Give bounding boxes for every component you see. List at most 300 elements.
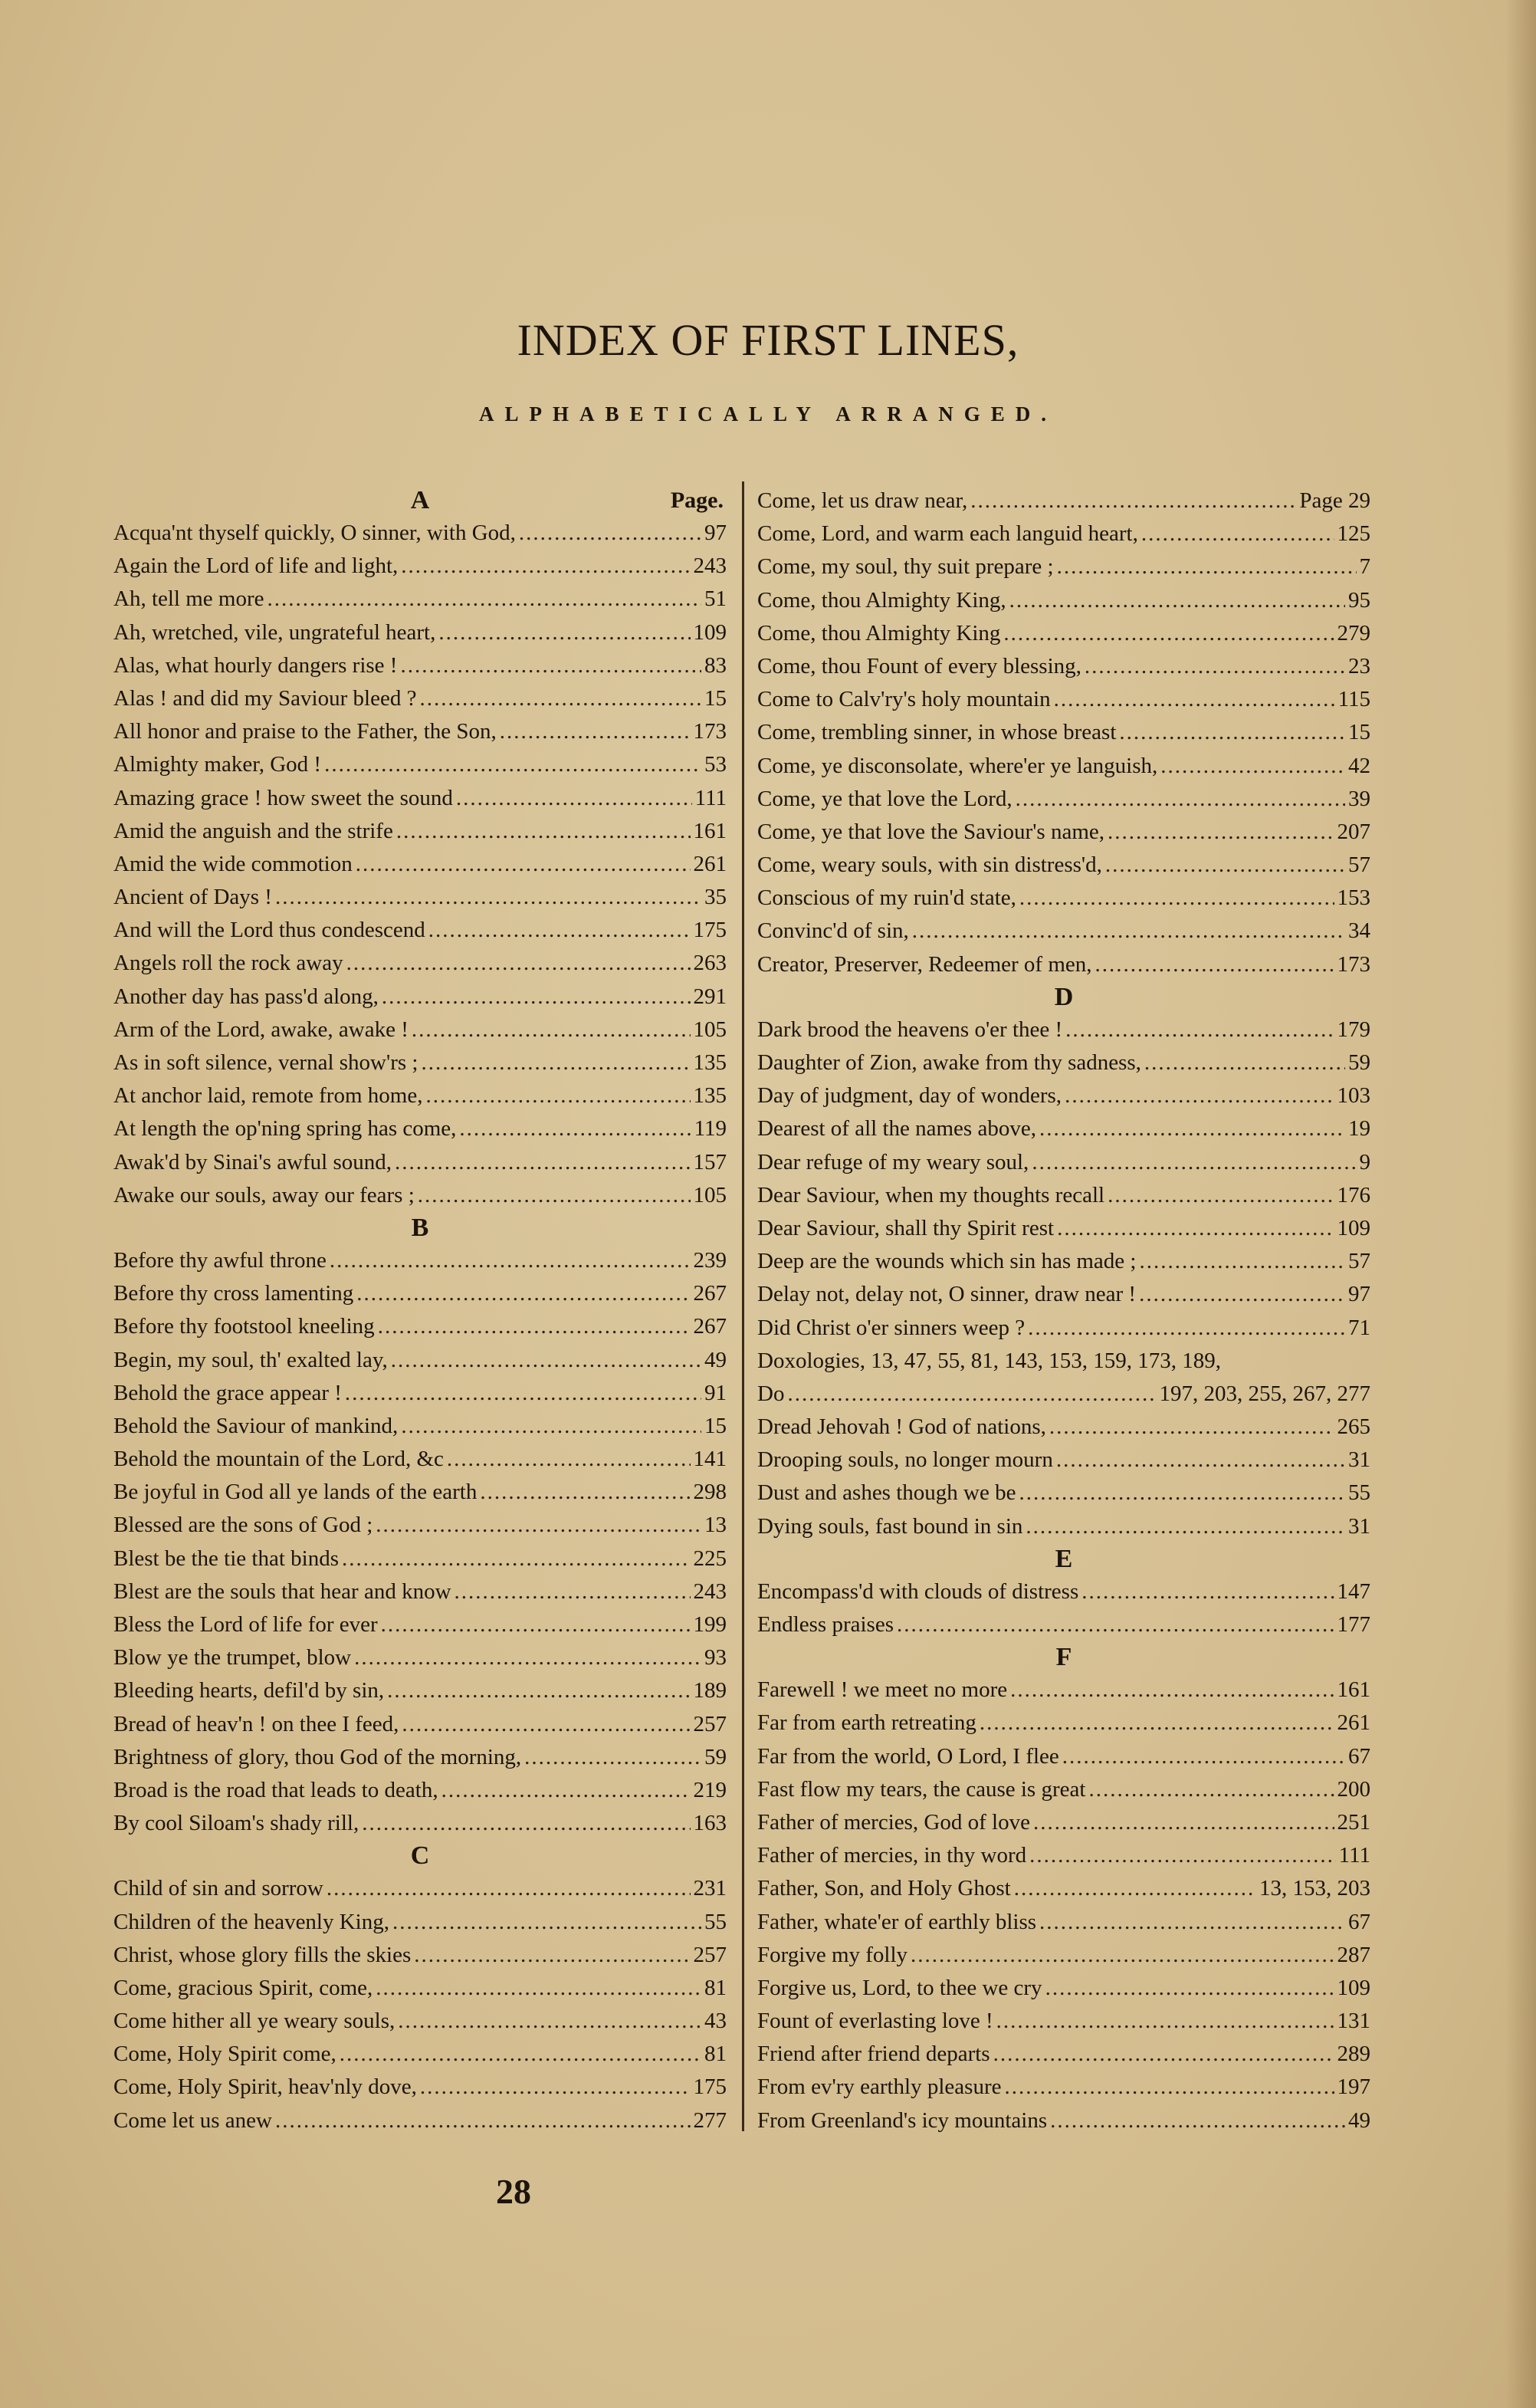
index-entry (757, 1112, 1370, 1145)
entry-page-number: 175 (693, 918, 727, 943)
entry-page-number: 13, 153, 203 (1259, 1876, 1370, 1901)
dot-leader (970, 485, 1296, 517)
index-entry (757, 584, 1370, 617)
index-entry (757, 1179, 1370, 1212)
entry-page-number: 103 (1337, 1083, 1370, 1109)
entry-first-line: Come, thou Fount of every blessing, (757, 653, 1081, 678)
entry-page-number: 43 (704, 2009, 727, 2034)
entry-first-line: Come, thou Almighty King, (757, 587, 1006, 613)
index-entry (113, 1509, 727, 1542)
entry-page-number: 81 (704, 2042, 727, 2067)
dot-leader (1019, 882, 1334, 915)
entry-first-line: Forgive my folly (757, 1942, 908, 1967)
entry-first-line: Father of mercies, God of love (757, 1809, 1030, 1835)
index-entry (757, 2005, 1370, 2038)
entry-page-number: 39 (1348, 786, 1370, 811)
entry-page-number: 141 (693, 1447, 727, 1472)
dot-leader (428, 914, 691, 947)
entry-first-line: Come, ye that love the Lord, (757, 786, 1013, 811)
dot-leader (376, 1509, 701, 1542)
dot-leader (911, 1939, 1334, 1972)
dot-leader (418, 1179, 691, 1212)
index-entry (757, 485, 1370, 517)
column-divider (742, 481, 744, 2131)
dot-leader (1141, 517, 1334, 550)
index-entry (757, 683, 1370, 716)
entry-page-number: 173 (1337, 951, 1370, 977)
dot-leader (1019, 1477, 1345, 1510)
entry-page-number: 91 (704, 1380, 727, 1405)
entry-first-line: Almighty maker, God ! (113, 752, 322, 777)
index-entry (113, 914, 727, 947)
index-entry (757, 1972, 1370, 2005)
index-entry (757, 1378, 1370, 1411)
dot-leader (1139, 1278, 1345, 1311)
entry-page-number: 13 (704, 1513, 727, 1538)
dot-leader (1088, 1773, 1334, 1806)
section-letter (757, 1641, 1370, 1674)
entry-page-number: 225 (693, 1546, 727, 1571)
entry-page-number: 257 (693, 1942, 727, 1967)
index-entry (757, 617, 1370, 650)
entry-page-number: 15 (704, 1413, 727, 1438)
entry-first-line: Before thy awful throne (113, 1247, 327, 1273)
index-entry (757, 2071, 1370, 2104)
entry-page-number: 173 (693, 719, 727, 744)
index-entry (113, 748, 727, 781)
index-entry (757, 816, 1370, 849)
dot-leader (1028, 1312, 1345, 1345)
index-entry (757, 750, 1370, 783)
entry-first-line: Day of judgment, day of wonders, (757, 1083, 1062, 1109)
entry-page-number: 97 (704, 521, 727, 545)
dot-leader (1108, 816, 1334, 849)
entry-page-number: 157 (693, 1149, 727, 1174)
index-entry (757, 1806, 1370, 1839)
index-entry (113, 649, 727, 682)
entry-page-number: 199 (693, 1612, 727, 1637)
dot-leader (425, 1079, 690, 1112)
entry-page-number: 57 (1348, 852, 1370, 878)
entry-page-number: 57 (1348, 1249, 1370, 1274)
dot-leader (1139, 1245, 1345, 1278)
index-entry (113, 2005, 727, 2038)
index-entry (113, 1244, 727, 1277)
entry-first-line: Delay not, delay not, O sinner, draw near ! (757, 1282, 1137, 1307)
dot-leader (275, 2104, 691, 2137)
dot-leader (438, 616, 690, 649)
index-entry (757, 550, 1370, 583)
dot-leader (419, 682, 701, 715)
section-letter (113, 485, 727, 517)
index-entry (113, 1013, 727, 1046)
index-entry (113, 1443, 727, 1476)
entry-page-number: 197 (1337, 2075, 1370, 2100)
index-entry (113, 782, 727, 815)
entry-first-line: Dear Saviour, when my thoughts recall (757, 1182, 1105, 1207)
dot-leader (897, 1608, 1334, 1641)
dot-leader (392, 1906, 701, 1939)
section-letter-text: C (410, 1841, 430, 1871)
dot-leader (912, 915, 1345, 948)
right-column (757, 485, 1370, 2140)
dot-leader (1039, 1906, 1345, 1939)
entry-first-line: Brightness of glory, thou God of the morning, (113, 1744, 522, 1769)
index-entry (757, 1740, 1370, 1773)
entry-page-number: 239 (693, 1247, 727, 1273)
entry-page-number: 51 (704, 586, 727, 612)
entry-first-line: Come, Holy Spirit come, (113, 2042, 336, 2067)
entry-first-line: Dread Jehovah ! God of nations, (757, 1414, 1046, 1440)
entry-first-line: Endless praises (757, 1612, 894, 1637)
entry-first-line: Forgive us, Lord, to thee we cry (757, 1975, 1042, 2000)
entry-page-number: 109 (1337, 1975, 1370, 2000)
entry-page-number: 109 (693, 619, 727, 645)
dot-leader (378, 1310, 691, 1343)
section-letter (757, 1543, 1370, 1575)
dot-leader (356, 848, 691, 881)
entry-page-number: 81 (704, 1975, 727, 2000)
entry-first-line: Alas ! and did my Saviour bleed ? (113, 685, 417, 711)
entry-first-line: Come, Holy Spirit, heav'nly dove, (113, 2075, 417, 2100)
index-entry (113, 550, 727, 583)
index-entry (757, 1608, 1370, 1641)
dot-leader (400, 649, 701, 682)
entry-page-number: 15 (1348, 720, 1370, 745)
index-entry (757, 1345, 1370, 1378)
entry-first-line: Come, weary souls, with sin distress'd, (757, 852, 1102, 878)
index-entry (113, 1344, 727, 1377)
dot-leader (1056, 1444, 1345, 1477)
entry-page-number: 59 (704, 1744, 727, 1769)
entry-first-line: Child of sin and sorrow (113, 1876, 323, 1901)
entry-first-line: Ah, wretched, vile, ungrateful heart, (113, 619, 436, 645)
entry-page-number: 115 (1337, 687, 1370, 712)
index-entry (757, 1013, 1370, 1046)
entry-first-line: Come, ye disconsolate, where'er ye languish, (757, 753, 1158, 778)
entry-page-number: 277 (693, 2107, 727, 2133)
entry-page-number: 97 (1348, 1282, 1370, 1307)
entry-page-number: 189 (693, 1678, 727, 1703)
entry-first-line: Dust and ashes though we be (757, 1480, 1016, 1506)
entry-first-line: Do (757, 1381, 785, 1406)
entry-page-number: 35 (704, 885, 727, 910)
entry-page-number: 83 (704, 652, 727, 678)
index-entry (113, 881, 727, 914)
entry-page-number: 125 (1337, 521, 1370, 547)
index-entry (113, 1112, 727, 1145)
dot-leader (275, 881, 701, 914)
entry-first-line: Doxologies, 13, 47, 55, 81, 143, 153, 159, 173, 189, (757, 1348, 1221, 1373)
entry-first-line: Friend after friend departs (757, 2042, 990, 2067)
index-entry (757, 915, 1370, 948)
index-entry (757, 1212, 1370, 1245)
dot-leader (324, 748, 701, 781)
entry-first-line: Awak'd by Sinai's awful sound, (113, 1149, 392, 1174)
entry-first-line: Farewell ! we meet no more (757, 1677, 1008, 1703)
index-entry (113, 1277, 727, 1310)
dot-leader (993, 2038, 1334, 2071)
entry-first-line: Dearest of all the names above, (757, 1116, 1036, 1142)
entry-page-number: 15 (704, 685, 727, 711)
dot-leader (1119, 716, 1345, 749)
entry-first-line: Far from earth retreating (757, 1710, 976, 1736)
index-entry (113, 583, 727, 616)
entry-first-line: Arm of the Lord, awake, awake ! (113, 1017, 409, 1042)
dot-leader (1095, 948, 1334, 981)
section-letter-text: B (411, 1213, 429, 1242)
entry-first-line: Daughter of Zion, awake from thy sadness, (757, 1050, 1141, 1075)
entry-first-line: From ev'ry earthly pleasure (757, 2075, 1002, 2100)
entry-page-number: 93 (704, 1645, 727, 1670)
entry-page-number: 7 (1359, 554, 1370, 580)
entry-page-number: 67 (1348, 1909, 1370, 1934)
dot-leader (1032, 1146, 1356, 1179)
dot-leader (354, 1641, 701, 1674)
dot-leader (1026, 1510, 1345, 1543)
section-letter-text: A (410, 486, 430, 514)
entry-page-number: 105 (693, 1182, 727, 1207)
index-entry (113, 1046, 727, 1079)
section-letter (113, 1840, 727, 1872)
entry-first-line: Come, let us draw near, (757, 488, 968, 513)
entry-page-number: 71 (1348, 1315, 1370, 1340)
entry-page-number: Page 29 (1299, 488, 1370, 513)
section-letter (113, 1212, 727, 1244)
entry-page-number: 243 (693, 554, 727, 579)
dot-leader (1009, 584, 1345, 617)
entry-page-number: 55 (1348, 1480, 1370, 1506)
entry-first-line: Acqua'nt thyself quickly, O sinner, with God, (113, 521, 516, 545)
dot-leader (412, 1013, 691, 1046)
entry-first-line: Alas, what hourly dangers rise ! (113, 652, 398, 678)
entry-first-line: Come, Lord, and warm each languid heart, (757, 521, 1138, 547)
dot-leader (980, 1707, 1334, 1739)
entry-page-number: 55 (704, 1909, 727, 1934)
entry-page-number: 243 (693, 1579, 727, 1604)
dot-leader (401, 550, 690, 583)
dot-leader (787, 1378, 1156, 1411)
section-letter-text: E (1055, 1544, 1073, 1573)
index-entry (757, 1674, 1370, 1707)
entry-page-number: 265 (1337, 1414, 1370, 1440)
entry-page-number: 135 (693, 1050, 727, 1075)
dot-leader (396, 815, 691, 848)
dot-leader (420, 2071, 691, 2104)
entry-first-line: Come to Calv'ry's holy mountain (757, 687, 1051, 712)
entry-page-number: 111 (1338, 1843, 1370, 1868)
entry-first-line: Come let us anew (113, 2107, 272, 2133)
index-entry (757, 1510, 1370, 1543)
entry-first-line: Dark brood the heavens o'er thee ! (757, 1017, 1063, 1042)
index-entry (113, 1939, 727, 1972)
index-entry (113, 1774, 727, 1807)
entry-first-line: Behold the grace appear ! (113, 1380, 342, 1405)
entry-page-number: 251 (1337, 1809, 1370, 1835)
index-entry (113, 1079, 727, 1112)
entry-first-line: Encompass'd with clouds of distress (757, 1579, 1079, 1604)
entry-first-line: Amazing grace ! how sweet the sound (113, 785, 453, 810)
dot-leader (1065, 1079, 1334, 1112)
dot-leader (456, 782, 692, 815)
entry-first-line: Convinc'd of sin, (757, 918, 909, 944)
index-entry (757, 1278, 1370, 1311)
index-entry (113, 1410, 727, 1443)
dot-leader (1105, 849, 1345, 882)
index-entry (757, 1839, 1370, 1872)
entry-page-number: 23 (1348, 653, 1370, 678)
entry-first-line: Be joyful in God all ye lands of the earth (113, 1480, 478, 1505)
entry-page-number: 231 (693, 1876, 727, 1901)
entry-first-line: Amid the anguish and the strife (113, 818, 393, 843)
dot-leader (414, 1939, 690, 1972)
index-entry (757, 1575, 1370, 1608)
index-entry (113, 2104, 727, 2137)
index-entry (113, 682, 727, 715)
entry-first-line: Blessed are the sons of God ; (113, 1513, 373, 1538)
index-entry (113, 2038, 727, 2071)
dot-leader (421, 1046, 690, 1079)
index-entry (113, 1476, 727, 1509)
index-entry (113, 1972, 727, 2005)
index-entry (113, 616, 727, 649)
page-edge-shading (1505, 0, 1536, 2408)
page-number: 28 (496, 2172, 531, 2211)
index-entry (757, 882, 1370, 915)
entry-page-number: 31 (1348, 1513, 1370, 1539)
entry-page-number: 267 (693, 1281, 727, 1306)
entry-first-line: Come, trembling sinner, in whose breast (757, 720, 1117, 745)
entry-page-number: 131 (1337, 2009, 1370, 2034)
index-entry (113, 1310, 727, 1343)
entry-first-line: Father of mercies, in thy word (757, 1843, 1027, 1868)
index-entry (757, 1046, 1370, 1079)
index-entry (113, 2071, 727, 2104)
entry-page-number: 263 (693, 951, 727, 976)
entry-first-line: Fast flow my tears, the cause is great (757, 1776, 1086, 1802)
dot-leader (267, 583, 701, 616)
entry-first-line: Come, my soul, thy suit prepare ; (757, 554, 1054, 580)
index-entry (757, 1477, 1370, 1510)
dot-leader (395, 1146, 690, 1179)
entry-page-number: 197, 203, 255, 267, 277 (1159, 1381, 1370, 1406)
index-entry (757, 716, 1370, 749)
entry-page-number: 109 (1337, 1215, 1370, 1240)
entry-first-line: Conscious of my ruin'd state, (757, 885, 1016, 911)
page-subtitle: ALPHABETICALLY ARRANGED. (478, 402, 1058, 425)
section-letter-text: F (1055, 1643, 1072, 1672)
index-entry (113, 947, 727, 980)
index-entry (113, 1575, 727, 1608)
entry-page-number: 9 (1359, 1149, 1370, 1174)
entry-page-number: 105 (693, 1017, 727, 1042)
entry-first-line: Come, ye that love the Saviour's name, (757, 819, 1105, 844)
entry-page-number: 161 (693, 818, 727, 843)
dot-leader (441, 1774, 691, 1807)
entry-first-line: Did Christ o'er sinners weep ? (757, 1315, 1026, 1340)
entry-page-number: 279 (1337, 620, 1370, 646)
entry-page-number: 34 (1348, 918, 1370, 944)
entry-first-line: Christ, whose glory fills the skies (113, 1942, 412, 1967)
index-entry (113, 815, 727, 848)
entry-first-line: Come, gracious Spirit, come, (113, 1975, 373, 2000)
index-entry (757, 2104, 1370, 2137)
entry-first-line: At length the op'ning spring has come, (113, 1116, 457, 1142)
index-entry (113, 1674, 727, 1707)
index-entry (757, 517, 1370, 550)
entry-first-line: Bless the Lord of life for ever (113, 1612, 378, 1637)
index-entry (757, 650, 1370, 683)
entry-first-line: Dear refuge of my weary soul, (757, 1149, 1029, 1174)
dot-leader (1081, 1575, 1334, 1608)
entry-first-line: Come, thou Almighty King (757, 620, 1001, 646)
entry-page-number: 31 (1348, 1447, 1370, 1473)
index-entry (113, 1906, 727, 1939)
entry-first-line: Ah, tell me more (113, 586, 264, 612)
entry-first-line: Bread of heav'n ! on thee I feed, (113, 1711, 399, 1736)
entry-page-number: 19 (1348, 1116, 1370, 1142)
index-entry (757, 1773, 1370, 1806)
entry-first-line: All honor and praise to the Father, the Son, (113, 719, 497, 744)
entry-page-number: 119 (694, 1116, 727, 1142)
dot-leader (346, 947, 691, 980)
entry-first-line: Angels roll the rock away (113, 951, 343, 976)
dot-leader (345, 1377, 701, 1410)
entry-first-line: Begin, my soul, th' exalted lay, (113, 1347, 388, 1372)
dot-leader (455, 1575, 691, 1608)
entry-first-line: Again the Lord of life and light, (113, 554, 399, 579)
entry-page-number: 49 (704, 1347, 727, 1372)
entry-page-number: 153 (1337, 885, 1370, 911)
dot-leader (1033, 1806, 1334, 1839)
index-entry (757, 2038, 1370, 2071)
index-entry (113, 715, 727, 748)
index-entry (113, 1708, 727, 1741)
index-entry (757, 849, 1370, 882)
dot-leader (480, 1476, 690, 1509)
index-entry (757, 1444, 1370, 1477)
entry-first-line: Deep are the wounds which sin has made ; (757, 1249, 1137, 1274)
dot-leader (1085, 650, 1345, 683)
entry-page-number: 257 (693, 1711, 727, 1736)
entry-page-number: 161 (1337, 1677, 1370, 1703)
entry-first-line: Behold the mountain of the Lord, &c (113, 1447, 444, 1472)
dot-leader (447, 1443, 691, 1476)
dot-leader (1049, 1411, 1334, 1444)
index-entry (757, 1146, 1370, 1179)
index-entry (757, 783, 1370, 816)
entry-page-number: 49 (1348, 2107, 1370, 2133)
index-entry (757, 1707, 1370, 1739)
entry-page-number: 267 (693, 1314, 727, 1339)
entry-first-line: Before thy cross lamenting (113, 1281, 354, 1306)
entry-first-line: Dying souls, fast bound in sin (757, 1513, 1023, 1539)
entry-page-number: 298 (693, 1480, 727, 1505)
entry-first-line: Dear Saviour, shall thy Spirit rest (757, 1215, 1055, 1240)
index-entry (757, 948, 1370, 981)
entry-page-number: 261 (1337, 1710, 1370, 1736)
index-entry (113, 1146, 727, 1179)
dot-leader (330, 1244, 691, 1277)
entry-first-line: Drooping souls, no longer mourn (757, 1447, 1053, 1473)
dot-leader (1016, 783, 1345, 816)
entry-first-line: And will the Lord thus condescend (113, 918, 425, 943)
entry-page-number: 42 (1348, 753, 1370, 778)
index-entry (113, 1542, 727, 1575)
entry-page-number: 163 (693, 1811, 727, 1836)
section-letter (757, 981, 1370, 1013)
dot-leader (1065, 1013, 1334, 1046)
